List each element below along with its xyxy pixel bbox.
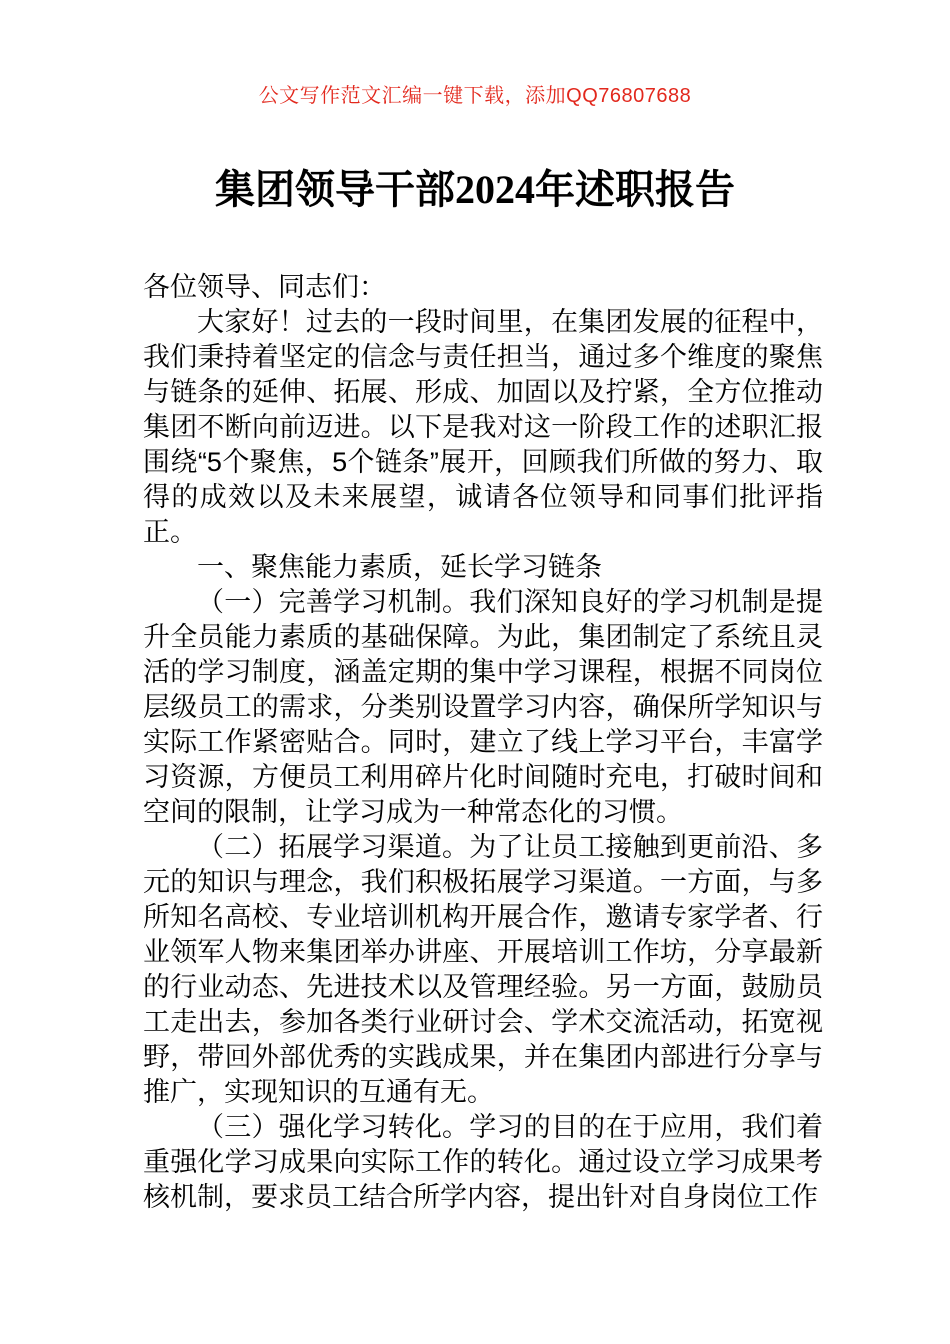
intro-paragraph: 大家好！过去的一段时间里，在集团发展的征程中，我们秉持着坚定的信念与责任担当，通过多个维度的聚焦与链条的延伸、拓展、形成、加固以及拧紧，全方位推动集团不断向前迈进。以下是我对这一阶段工作的述职汇报围绕“5个聚焦，5个链条”展开，回顾我们所做的努力、取得的成效以及未来展望，诚请各位领导和同事们批评指正。 xyxy=(143,307,823,547)
promo-notice-text: 公文写作范文汇编一键下载，添加QQ76807688 xyxy=(258,85,692,107)
salutation-line: 各位领导、同志们： xyxy=(143,272,386,302)
document-body xyxy=(143,270,823,1215)
document-title: 集团领导干部2024年述职报告 xyxy=(215,167,735,212)
paragraph-1-1: （一）完善学习机制。我们深知良好的学习机制是提升全员能力素质的基础保障。为此，集团制定了系统且灵活的学习制度，涵盖定期的集中学习课程，根据不同岗位层级员工的需求，分类别设置学习内容，确保所学知识与实际工作紧密贴合。同时，建立了线上学习平台，丰富学习资源，方便员工利用碎片化时间随时充电，打破时间和空间的限制，让学习成为一种常态化的习惯。 xyxy=(143,587,823,827)
paragraph-1-2: （二）拓展学习渠道。为了让员工接触到更前沿、多元的知识与理念，我们积极拓展学习渠道。一方面，与多所知名高校、专业培训机构开展合作，邀请专家学者、行业领军人物来集团举办讲座、开展培训工作坊，分享最新的行业动态、先进技术以及管理经验。另一方面，鼓励员工走出去，参加各类行业研讨会、学术交流活动，拓宽视野，带回外部优秀的实践成果，并在集团内部进行分享与推广，实现知识的互通有无。 xyxy=(143,832,823,1107)
section-heading-1: 一、聚焦能力素质，延长学习链条 xyxy=(197,552,602,582)
paragraph-1-3-truncated: （三）强化学习转化。学习的目的在于应用，我们着重强化学习成果向实际工作的转化。通过设立学习成果考核机制，要求员工结合所学内容，提出针对自身岗位工作 xyxy=(143,1112,823,1212)
